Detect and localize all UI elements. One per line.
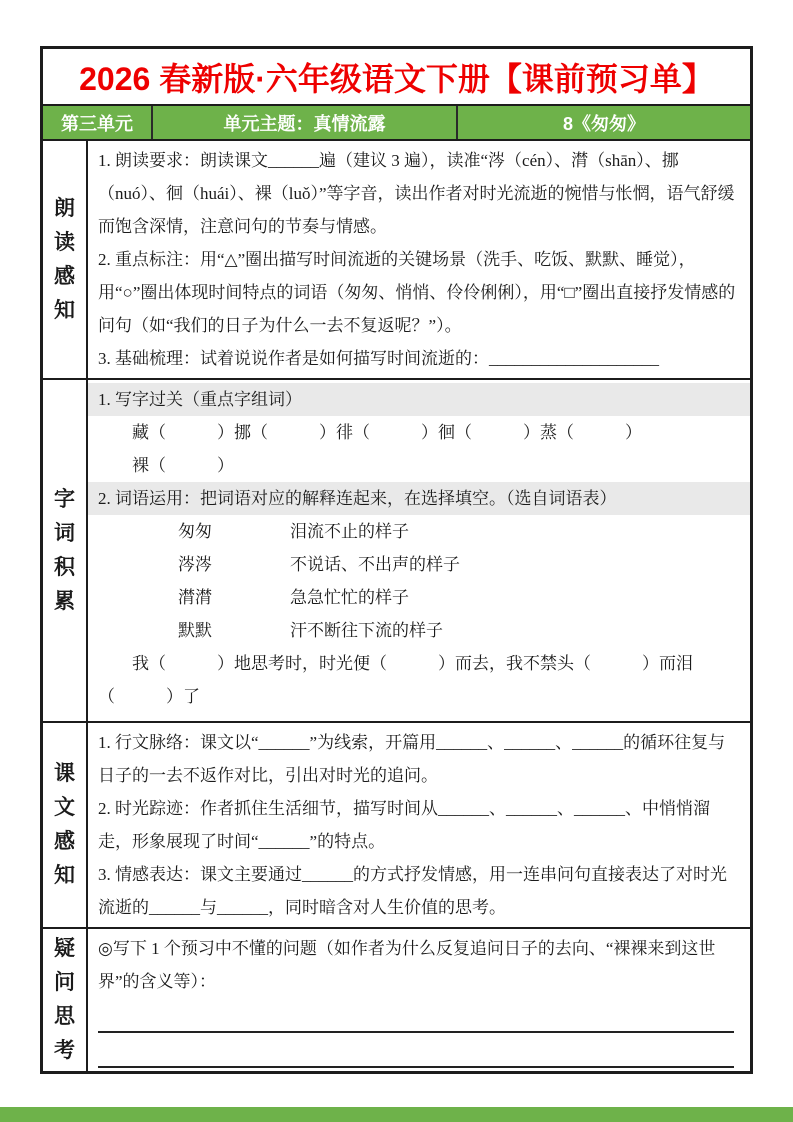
unit-number: 第三单元 [43,106,153,139]
pair-word: 匆匆 [178,522,212,541]
pair-meaning: 急急忙忙的样子 [290,588,409,607]
words-char-line-2: 裸（ ） [132,456,234,475]
lesson-title: 8《匆匆》 [562,113,645,134]
section-text-content [88,723,750,927]
text-item-1: 1. 行文脉络：课文以“______”为线索，开篇用______、______、______的循环往复与日子的一去不返作对比，引出对时光的追问。 [98,733,726,785]
unit-header-row [43,104,750,141]
answer-line [98,998,734,1033]
section-words-content [88,380,750,721]
pair-meaning: 不说话、不出声的样子 [290,555,460,574]
page-title: 2026 春新版·六年级语文下册【课前预习单】 [79,60,714,97]
section-question [43,929,750,1071]
pair-word: 默默 [178,621,212,640]
reading-item-2: 2. 重点标注：用“△”圈出描写时间流逝的关键场景（洗手、吃饭、默默、睡觉），用“○”圈出体现时间特点的词语（匆匆、悄悄、伶伶俐俐），用“□”圈出直接抒发情感的问句（如“我们的日子为什么一去不复返呢？”）。 [98,250,736,335]
section-words-label: 字词积累 [43,380,88,721]
section-reading [43,141,750,380]
footer-green-bar [0,1107,793,1122]
reading-item-3: 3. 基础梳理：试着说说作者是如何描写时间流逝的：____________________ [98,349,659,368]
unit-theme: 单元主题：真情流露 [153,106,458,139]
pair-word: 潸潸 [178,588,212,607]
word-pair [98,548,738,581]
answer-line [98,1033,734,1068]
pair-word: 涔涔 [178,555,212,574]
worksheet [40,46,753,1074]
section-words [43,380,750,723]
words-task1-title: 1. 写字过关（重点字组词） [88,383,750,416]
reading-item-1: 1. 朗读要求：朗读课文______遍（建议 3 遍），读准“涔（cén）、潸（shān）、挪（nuó）、徊（huái）、裸（luǒ）”等字音，读出作者对时光流逝的惋惜与怅惘，语气舒缓而饱含深情，注意问句的节奏与情感。 [98,151,735,236]
word-pair [98,581,738,614]
words-char-line-1: 藏（ ）挪（ ）徘（ ）徊（ ）蒸（ ） [132,423,642,442]
question-prompt: ◎写下 1 个预习中不懂的问题（如作者为什么反复追问日子的去向、“裸裸来到这世界”的含义等）： [98,939,716,991]
word-pair [98,614,738,647]
section-text-label: 课文感知 [43,723,88,927]
word-pair [98,515,738,548]
text-item-3: 3. 情感表达：课文主要通过______的方式抒发情感，用一连串问句直接表达了对时光流逝的______与______，同时暗含对人生价值的思考。 [98,865,727,917]
section-question-content [88,929,750,1071]
section-text [43,723,750,929]
section-reading-content [88,141,750,378]
pair-meaning: 汗不断往下流的样子 [290,621,443,640]
words-fill-sentence: 我（ ）地思考时，时光便（ ）而去，我不禁头（ ）而泪（ ）了 [98,654,693,706]
pair-meaning: 泪流不止的样子 [290,522,409,541]
section-reading-label: 朗读感知 [43,141,88,378]
section-question-label: 疑问思考 [43,929,88,1071]
text-item-2: 2. 时光踪迹：作者抓住生活细节，描写时间从______、______、______、中悄悄溜走，形象展现了时间“______”的特点。 [98,799,710,851]
words-task2-title: 2. 词语运用：把词语对应的解释连起来，在选择填空。（选自词语表） [88,482,750,515]
